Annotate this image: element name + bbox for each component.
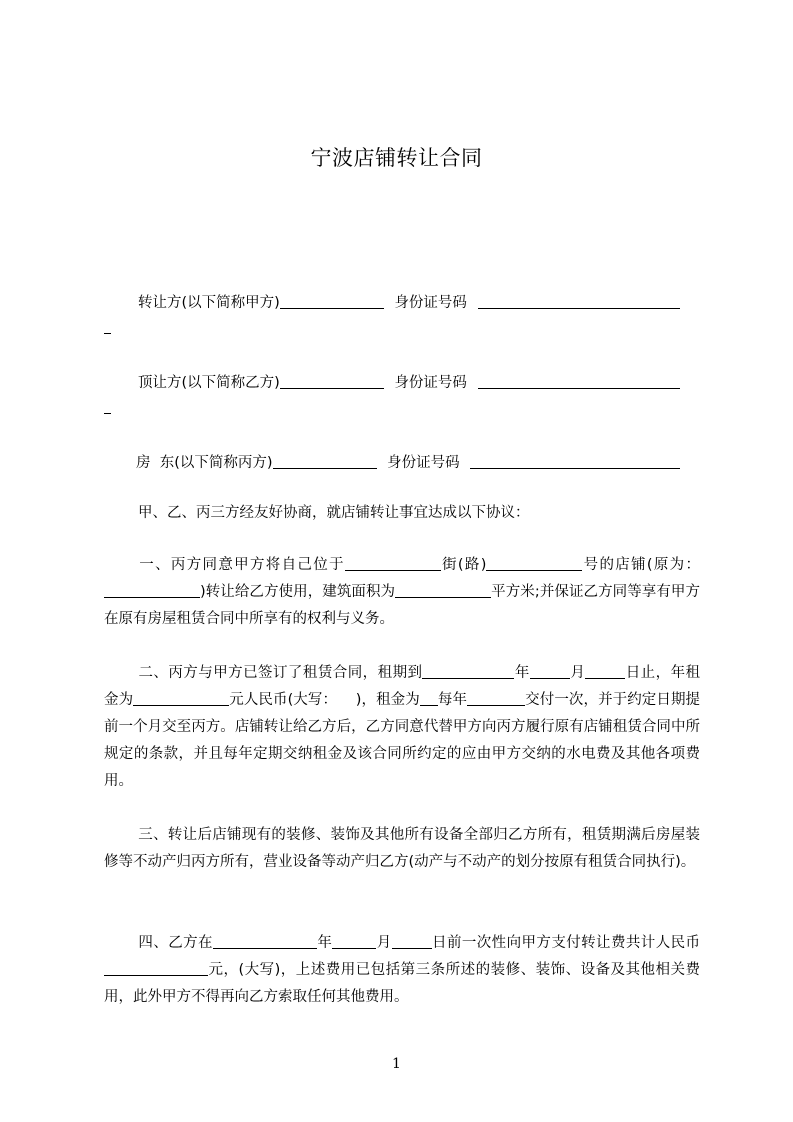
party-transferee-tail — [104, 404, 111, 416]
party-landlord-blank — [273, 454, 377, 469]
party-transferor-id-blank — [478, 294, 680, 309]
clause-1-text-a: 一、丙方同意甲方将自己位于 — [138, 557, 345, 573]
clause-2-month-blank — [530, 664, 570, 679]
clause-4-text-c: 月 — [376, 935, 392, 951]
party-landlord-label: 房 东(以下简称丙方) — [136, 455, 273, 471]
party-transferor-tail-blank — [104, 325, 111, 334]
clause-2-period-blank — [420, 691, 438, 706]
party-transferee-id-blank — [478, 374, 680, 389]
clause-2-text-g: 交付一次，并于约定日期提前一个月交至丙方。店铺转让给乙方后，乙方同意代替甲方向丙方履行原有店铺租赁合同中所规定的条款，并且每年定期交纳租金及该合同所约定的应由甲方交纳的水电费及其他各项费用。 — [104, 692, 701, 789]
clause-4-text-d: 日前一次性向甲方支付转让费共计人民币 — [431, 935, 701, 951]
clause-4 — [104, 930, 700, 1011]
clause-4-text-e: 元，(大写)，上述费用已包括第三条所述的装修、装饰、设备及其他相关费用，此外甲方不得再向乙方索取任何其他费用。 — [104, 962, 700, 1005]
clause-2-text-e: 元人民币(大写： )，租金为 — [229, 692, 420, 708]
clause-2-text-a: 二、丙方与甲方已签订了租赁合同，租期到 — [138, 665, 423, 681]
clause-3 — [104, 822, 700, 876]
document-title: 宁波店铺转让合同 — [310, 146, 483, 170]
party-transferee-tail-blank — [104, 405, 111, 414]
clause-2-rent-blank — [133, 691, 229, 706]
party-transferee-line — [104, 372, 704, 393]
clause-1-street-blank — [486, 556, 582, 571]
party-transferor-id-label: 身份证号码 — [394, 295, 467, 311]
party-landlord-id-label: 身份证号码 — [387, 455, 460, 471]
agreement-intro-text: 甲、乙、丙三方经友好协商，就店铺转让事宜达成以下协议： — [138, 505, 530, 521]
agreement-intro — [104, 500, 700, 527]
clause-1-text-e: 平方米;并保证乙方同等享有甲方在原有房屋租赁合同中所享有的权利与义务。 — [104, 584, 701, 627]
clause-1-text-b: 街(路) — [440, 557, 487, 573]
clause-1-original-blank — [104, 583, 200, 598]
clause-1 — [104, 552, 700, 633]
clause-2-installment-blank — [467, 691, 525, 706]
party-transferor-tail — [104, 324, 111, 336]
party-transferee-blank — [280, 374, 384, 389]
clause-1-text-d: )转让给乙方使用，建筑面积为 — [200, 584, 396, 600]
clause-1-area-blank — [395, 583, 491, 598]
clause-2-text-f: 每年 — [437, 692, 468, 708]
clause-4-text-a: 四、乙方在 — [138, 935, 213, 951]
clause-4-month-blank — [332, 934, 376, 949]
party-transferor-line — [104, 292, 704, 313]
party-transferor-label: 转让方(以下简称甲方) — [138, 295, 280, 311]
clause-1-location-blank — [345, 556, 441, 571]
clause-4-year-blank — [213, 934, 317, 949]
clause-2-year-blank — [422, 664, 514, 679]
clause-3-text: 三、转让后店铺现有的装修、装饰及其他所有设备全部归乙方所有，租赁期满后房屋装修等不动产归丙方所有，营业设备等动产归乙方(动产与不动产的划分按原有租赁合同执行)。 — [104, 827, 700, 870]
party-transferee-id-label: 身份证号码 — [394, 375, 467, 391]
party-transferor-blank — [280, 294, 384, 309]
party-transferee-label: 顶让方(以下简称乙方) — [138, 375, 280, 391]
clause-2 — [104, 660, 700, 795]
clause-2-text-b: 年 — [514, 665, 530, 681]
clause-4-amount-blank — [104, 961, 208, 976]
clause-1-text-c: 号的店铺(原为： — [582, 557, 700, 573]
clause-2-day-blank — [585, 664, 625, 679]
clause-2-text-d: 日止，年租金为 — [104, 665, 701, 708]
clause-4-text-b: 年 — [316, 935, 333, 951]
party-landlord-id-blank — [470, 454, 680, 469]
page-number: 1 — [392, 1056, 401, 1072]
clause-2-text-c: 月 — [569, 665, 586, 681]
clause-4-day-blank — [392, 934, 432, 949]
party-landlord-line — [104, 452, 704, 473]
